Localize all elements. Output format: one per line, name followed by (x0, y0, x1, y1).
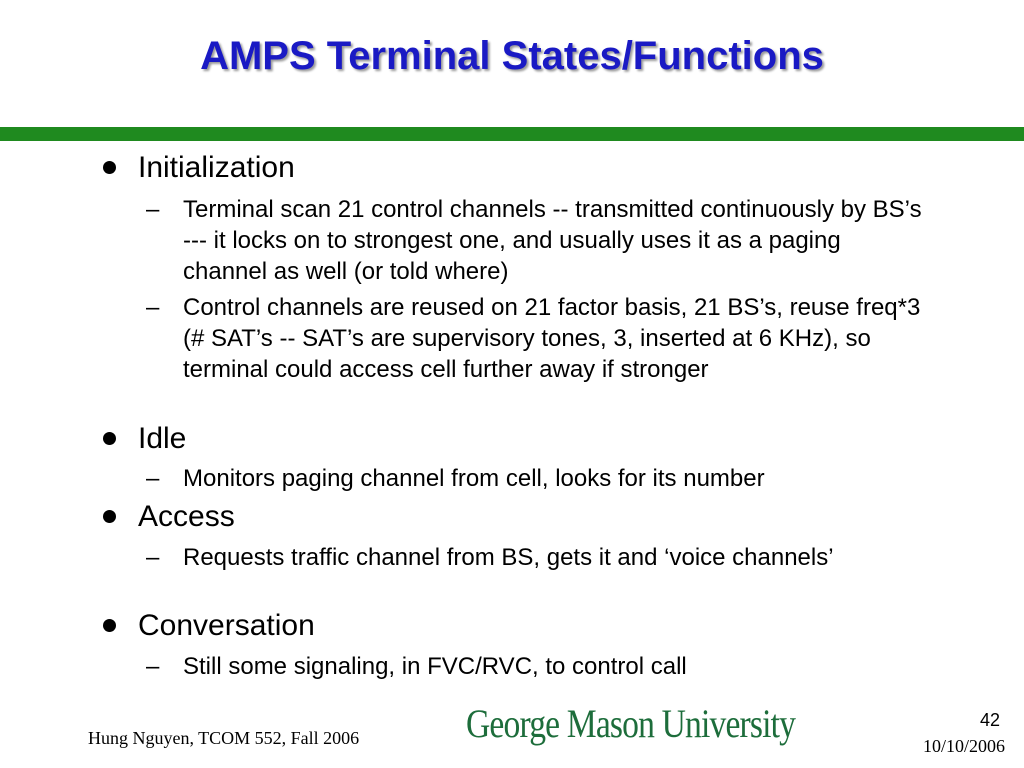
dash-icon: – (146, 653, 160, 680)
title-divider (0, 127, 1024, 141)
sub-bullet-text: Still some signaling, in FVC/RVC, to control call (183, 653, 687, 680)
bullet-dot-icon (103, 510, 116, 523)
slide-title: AMPS Terminal States/Functions (200, 34, 824, 78)
sub-bullet-text: Monitors paging channel from cell, looks for its number (183, 465, 765, 492)
footer-date: 10/10/2006 (923, 736, 1006, 756)
bullet-text: Idle (138, 422, 187, 455)
dash-icon: – (146, 196, 160, 223)
bullet-text: Conversation (138, 609, 315, 642)
university-logo: George Mason University (466, 701, 796, 746)
dash-icon: – (146, 544, 160, 571)
bullet-dot-icon (103, 432, 116, 445)
dash-icon: – (146, 294, 160, 321)
footer-author: Hung Nguyen, TCOM 552, Fall 2006 (88, 728, 360, 748)
page-number: 42 (980, 710, 1001, 730)
sub-bullet-text: Terminal scan 21 control channels -- transmitted continuously by BS’s --- it locks on to strongest one, and usually uses it as a paging channel as well (or told where) (183, 196, 922, 285)
sub-bullet-text: Requests traffic channel from BS, gets it and ‘voice channels’ (183, 544, 834, 571)
sub-bullet-text: Control channels are reused on 21 factor basis, 21 BS’s, reuse freq*3 (# SAT’s -- SAT’s are supervisory tones, 3, inserted at 6 KHz), so terminal could access cell further away if stronger (183, 294, 921, 383)
bullet-text: Access (138, 500, 235, 533)
dash-icon: – (146, 465, 160, 492)
bullet-dot-icon (103, 619, 116, 632)
bullet-text: Initialization (138, 151, 295, 184)
bullet-dot-icon (103, 161, 116, 174)
